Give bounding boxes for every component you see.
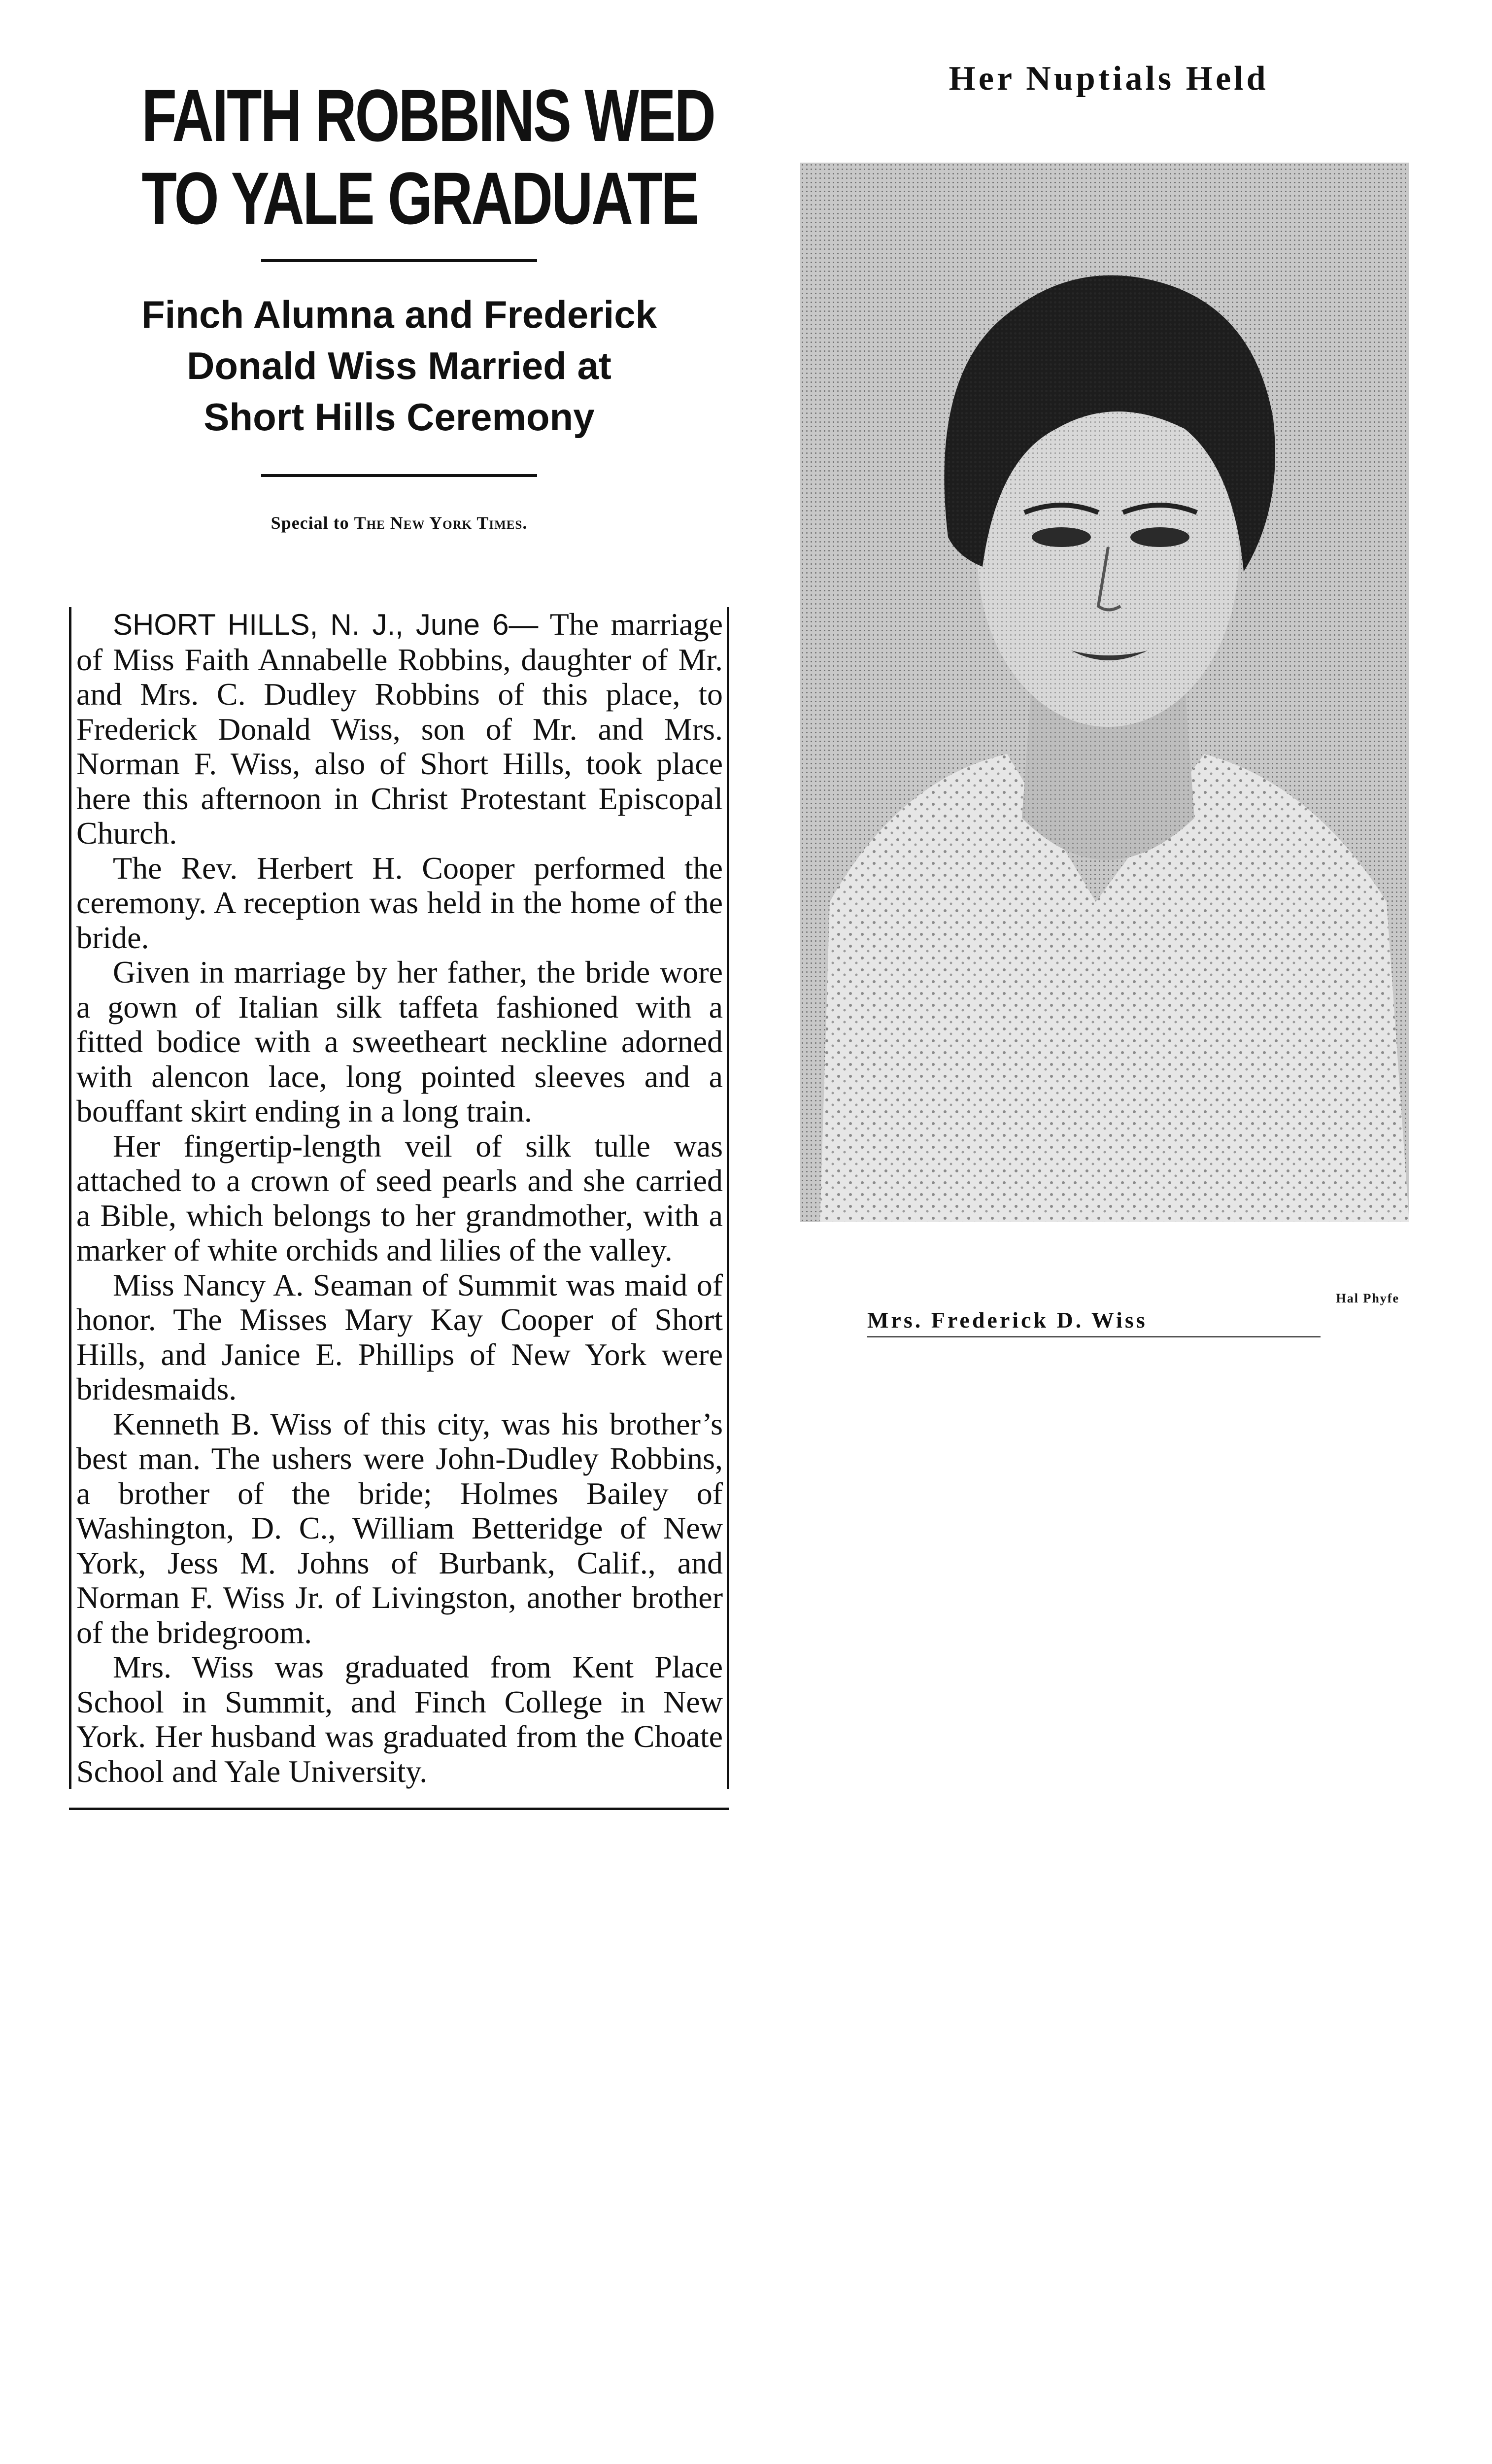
photo-column: [788, 59, 1429, 1337]
article-paragraph-3: Given in marriage by her father, the bride wore a gown of Italian silk taffeta fashioned with a fitted bodice with a sweetheart neckline adorned with alencon lace, long pointed sleeves and a bouffant skirt ending in a long train.: [76, 955, 723, 1129]
article-paragraph-6: Kenneth B. Wiss of this city, was his brother’s best man. The ushers were John-Dudley Robbins, a brother of the bride; Holmes Bailey of Washington, D. C., William Betteridge of New York, Jess M. Johns of Burbank, Calif., and Norman F. Wiss Jr. of Livingston, another brother of the bridegroom.: [76, 1406, 723, 1650]
headline: [141, 74, 714, 240]
subhead-line-1: Finch Alumna and Frederick: [141, 293, 657, 336]
subhead-divider: [261, 474, 537, 477]
bride-portrait-photo: [800, 163, 1409, 1222]
headline-divider: [261, 259, 537, 262]
article-paragraph-1: [76, 607, 723, 851]
photo-credit: Hal Phyfe: [1336, 1291, 1399, 1305]
article-column: [69, 74, 729, 1810]
article-paragraph-5: Miss Nancy A. Seaman of Summit was maid of honor. The Misses Mary Kay Cooper of Short Hills, and Janice E. Phillips of New York were bridesmaids.: [76, 1267, 723, 1406]
subhead-line-3: Short Hills Ceremony: [203, 395, 595, 439]
article-end-rule: [69, 1808, 729, 1810]
article-paragraph-7: Mrs. Wiss was graduated from Kent Place School in Summit, and Finch College in New York. Her husband was graduated from the Choate School and Yale University.: [76, 1649, 723, 1789]
article-paragraph-4: Her fingertip-length veil of silk tulle was attached to a crown of seed pearls and she carried a Bible, which belongs to her grandmother, with a marker of white orchids and lilies of the valley.: [76, 1128, 723, 1267]
subhead-line-2: Donald Wiss Married at: [187, 344, 611, 387]
special-credit: [69, 513, 729, 533]
photo-headline: Her Nuptials Held: [949, 60, 1269, 98]
paragraph-1-text: The marriage of Miss Faith Annabelle Robbins, daughter of Mr. and Mrs. C. Dudley Robbins of this place, to Frederick Donald Wiss, son of Mr. and Mrs. Norman F. Wiss, also of Short Hills, took place here this afternoon in Christ Protestant Episcopal Church.: [76, 607, 723, 851]
special-paper: The New York Times.: [354, 513, 528, 533]
caption-underline: [867, 1336, 1321, 1337]
special-prefix: Special to: [271, 513, 349, 533]
portrait-illustration: [800, 163, 1409, 1222]
dateline: SHORT HILLS, N. J., June 6—: [113, 608, 539, 641]
photo-caption: Mrs. Frederick D. Wiss: [867, 1307, 1148, 1333]
article-paragraph-2: The Rev. Herbert H. Cooper performed the ceremony. A reception was held in the home of the bride.: [76, 850, 723, 955]
headline-line-2: TO YALE GRADUATE: [141, 157, 698, 240]
subheadline: [69, 289, 729, 443]
headline-line-1: FAITH ROBBINS WED: [141, 74, 714, 157]
article-body: [69, 607, 729, 1789]
